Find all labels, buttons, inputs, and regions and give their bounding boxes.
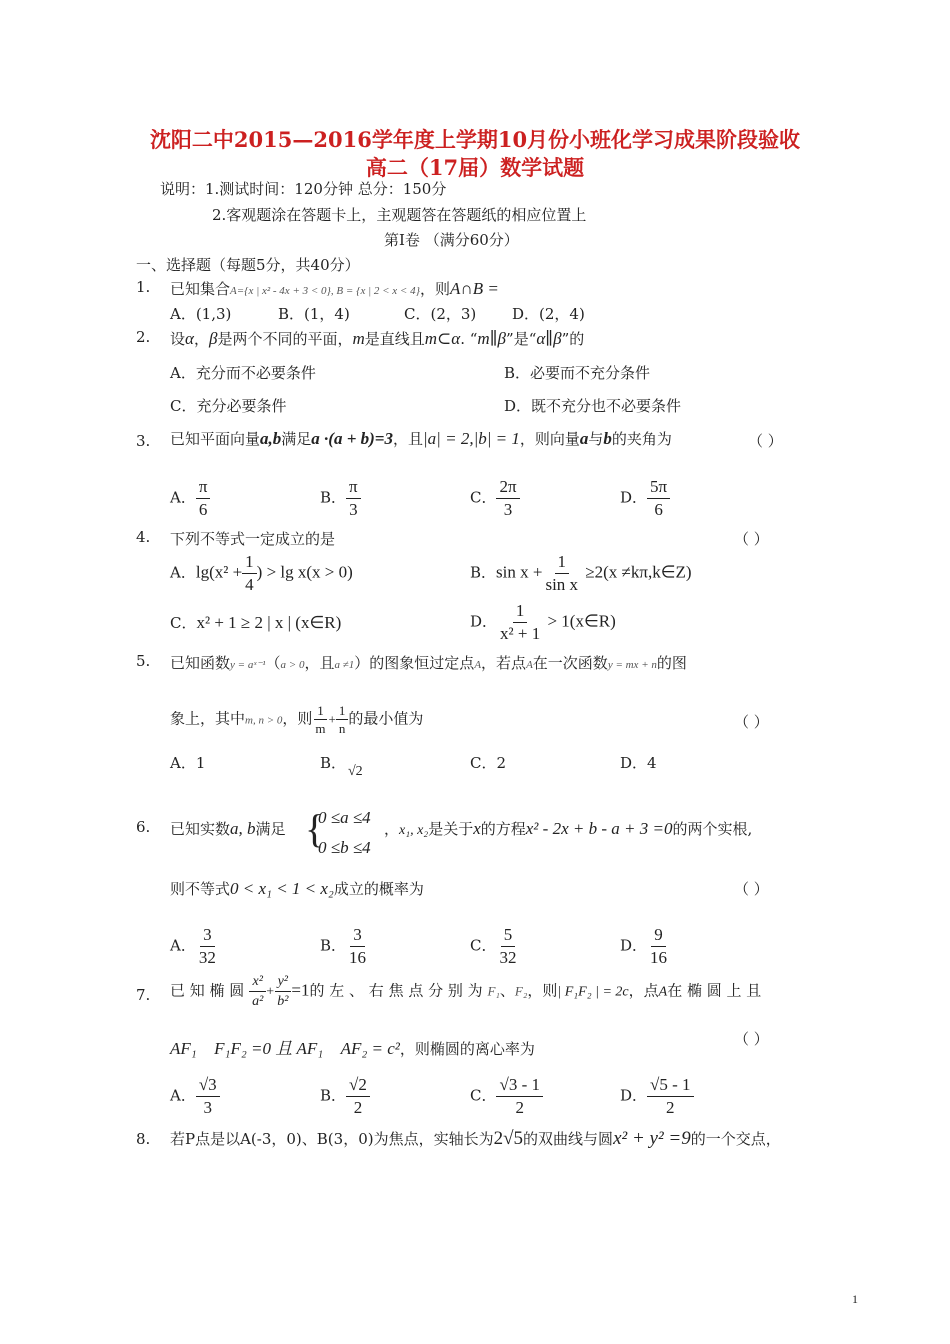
q6-answer-paren: （ ） — [734, 880, 769, 898]
q7-stem-line2: AF₁ ⃞F₁F₂ =0 且 AF₁ ⃞AF₂ = c²，则椭圆的离心率为 — [170, 1039, 535, 1058]
q8-number: 8. — [136, 1130, 151, 1148]
q4-answer-paren: （ ） — [734, 530, 769, 548]
q5-stem-line1: 已知函数y = aˣ⁻¹（a > 0，且a ≠1）的图象恒过定点A，若点A在一次函数y = mx + n的图 — [170, 654, 687, 672]
q7-option-c: C． $\frac{√3 - 1}{2}$ — [470, 1074, 543, 1119]
q7-number: 7. — [136, 986, 151, 1004]
q6-option-c: C． $\frac{5}{32}$ — [470, 925, 517, 967]
section-heading: 一、选择题（每题5分，共40分） — [136, 256, 360, 274]
page-number: 1 — [852, 1292, 858, 1306]
q4-option-d: D． $\frac{1}{\text{x² + 1}}$ > 1(x∈R) — [470, 601, 616, 643]
q7-option-b: B． $\frac{√2}{2}$ — [320, 1074, 370, 1119]
part-heading: 第Ⅰ卷 （满分60分） — [384, 231, 519, 249]
q6-stem-b: ，x₁, x₂是关于x的方程x² - 2x + b - a + 3 =0的两个实根, — [384, 819, 753, 838]
q6-option-b: B． $\frac{3}{16}$ — [320, 925, 367, 967]
q5-number: 5. — [136, 652, 151, 670]
q1-option-d: D．(2，4) — [512, 305, 585, 323]
q7-option-a: A． $\frac{√3}{3}$ — [170, 1074, 220, 1119]
q6-number: 6. — [136, 818, 151, 836]
q2-option-b: B．必要而不充分条件 — [504, 364, 651, 382]
q6-stem-line2: 则不等式0 < x₁ < 1 < x₂成立的概率为 — [170, 879, 424, 898]
q3-stem: 已知平面向量a,b满足a ·(a + b)=3，且|a| = 2,|b| = 1，则向量a与b的夹角为 — [170, 429, 672, 448]
q6-system-1: 0 ≤a ≤4 — [318, 808, 371, 827]
q6-system-2: 0 ≤b ≤4 — [318, 838, 371, 857]
q2-stem: 设α，β是两个不同的平面，m是直线且m⊂α. “m∥β”是“α∥β”的 — [170, 329, 585, 348]
q6-brace: { — [305, 806, 325, 851]
q2-number: 2. — [136, 328, 151, 346]
q5-option-d: D．4 — [620, 754, 657, 772]
q4-stem: 下列不等式一定成立的是 — [170, 530, 336, 548]
q1-option-b: B．(1，4) — [278, 305, 350, 323]
q5-option-b-value: √2 — [348, 764, 363, 779]
q7-stem-line1: 已 知 椭 圆 $\frac{\text{x²}}{\text{a²}}$ + $\frac{\text{y²}}{\text{b²}}$ =1的 左 、 右 焦 点 分 别 为 F₁、F₂，则| F₁F₂ | = 2c，点A在 椭 圆 上 且 — [170, 974, 762, 1009]
q3-option-d: D． $\frac{5\pi}{6}$ — [620, 476, 670, 521]
q5-answer-paren: （ ） — [734, 713, 769, 731]
q5-option-c: C．2 — [470, 754, 507, 772]
q5-option-a: A．1 — [170, 754, 206, 772]
q7-option-d: D． $\frac{√5 - 1}{2}$ — [620, 1074, 694, 1119]
q5-stem-line2: 象上，其中m, n > 0，则 $\frac{1}{m}$ + $\frac{1}{n}$ 的最小值为 — [170, 703, 424, 736]
q3-option-a: A． $\frac{\pi}{6}$ — [170, 476, 210, 521]
exam-title-line2: 高二（17届）数学试题 — [365, 155, 585, 180]
note-1: 说明：1.测试时间：120分钟 总分：150分 — [160, 180, 447, 198]
q6-option-d: D． $\frac{9}{16}$ — [620, 925, 668, 967]
q2-option-c: C．充分必要条件 — [170, 397, 287, 415]
q6-stem-a: 已知实数a, b满足 — [170, 819, 286, 838]
exam-title-line1: 沈阳二中2015—2016学年度上学期10月份小班化学习成果阶段验收 — [149, 127, 801, 152]
q4-number: 4. — [136, 528, 151, 546]
q2-option-a: A．充分而不必要条件 — [170, 364, 316, 382]
q4-option-b: B．sin x + $\frac{1}{\text{sin x}}$ ≥2(x ≠kπ,k∈Z) — [470, 552, 692, 594]
q6-option-a: A． $\frac{3}{32}$ — [170, 925, 216, 967]
q1-set-expression: A={x | x² - 4x + 3 < 0}, B = {x | 2 < x < 4} — [230, 285, 421, 297]
q4-option-a: A．lg(x² + $\frac{1}{4}$ ) > lg x(x > 0) — [170, 552, 353, 594]
q5-option-b: B． — [320, 754, 347, 772]
q8-stem: 若P点是以A(-3，0)、B(3，0)为焦点，实轴长为2√5的双曲线与圆x² + y² =9的一个交点， — [170, 1128, 781, 1149]
q3-option-c: C． $\frac{2\pi}{3}$ — [470, 476, 520, 521]
note-2: 2.客观题涂在答题卡上，主观题答在答题纸的相应位置上 — [212, 206, 587, 224]
q1-number: 1. — [136, 278, 151, 296]
q3-answer-paren: （ ） — [748, 432, 783, 450]
q3-option-b: B． $\frac{\pi}{3}$ — [320, 476, 361, 521]
q7-answer-paren: （ ） — [734, 1030, 769, 1048]
q1-stem: 已知集合A={x | x² - 4x + 3 < 0}, B = {x | 2 < x < 4}，则A∩B = — [170, 279, 499, 298]
q1-option-a: A．(1,3) — [170, 305, 232, 323]
q4-option-c: C．x² + 1 ≥ 2 | x | (x∈R) — [170, 613, 342, 632]
q1-option-c: C．(2，3) — [404, 305, 477, 323]
q3-number: 3. — [136, 432, 151, 450]
q1-intersection: A∩B = — [450, 279, 499, 298]
q2-option-d: D．既不充分也不必要条件 — [504, 397, 682, 415]
